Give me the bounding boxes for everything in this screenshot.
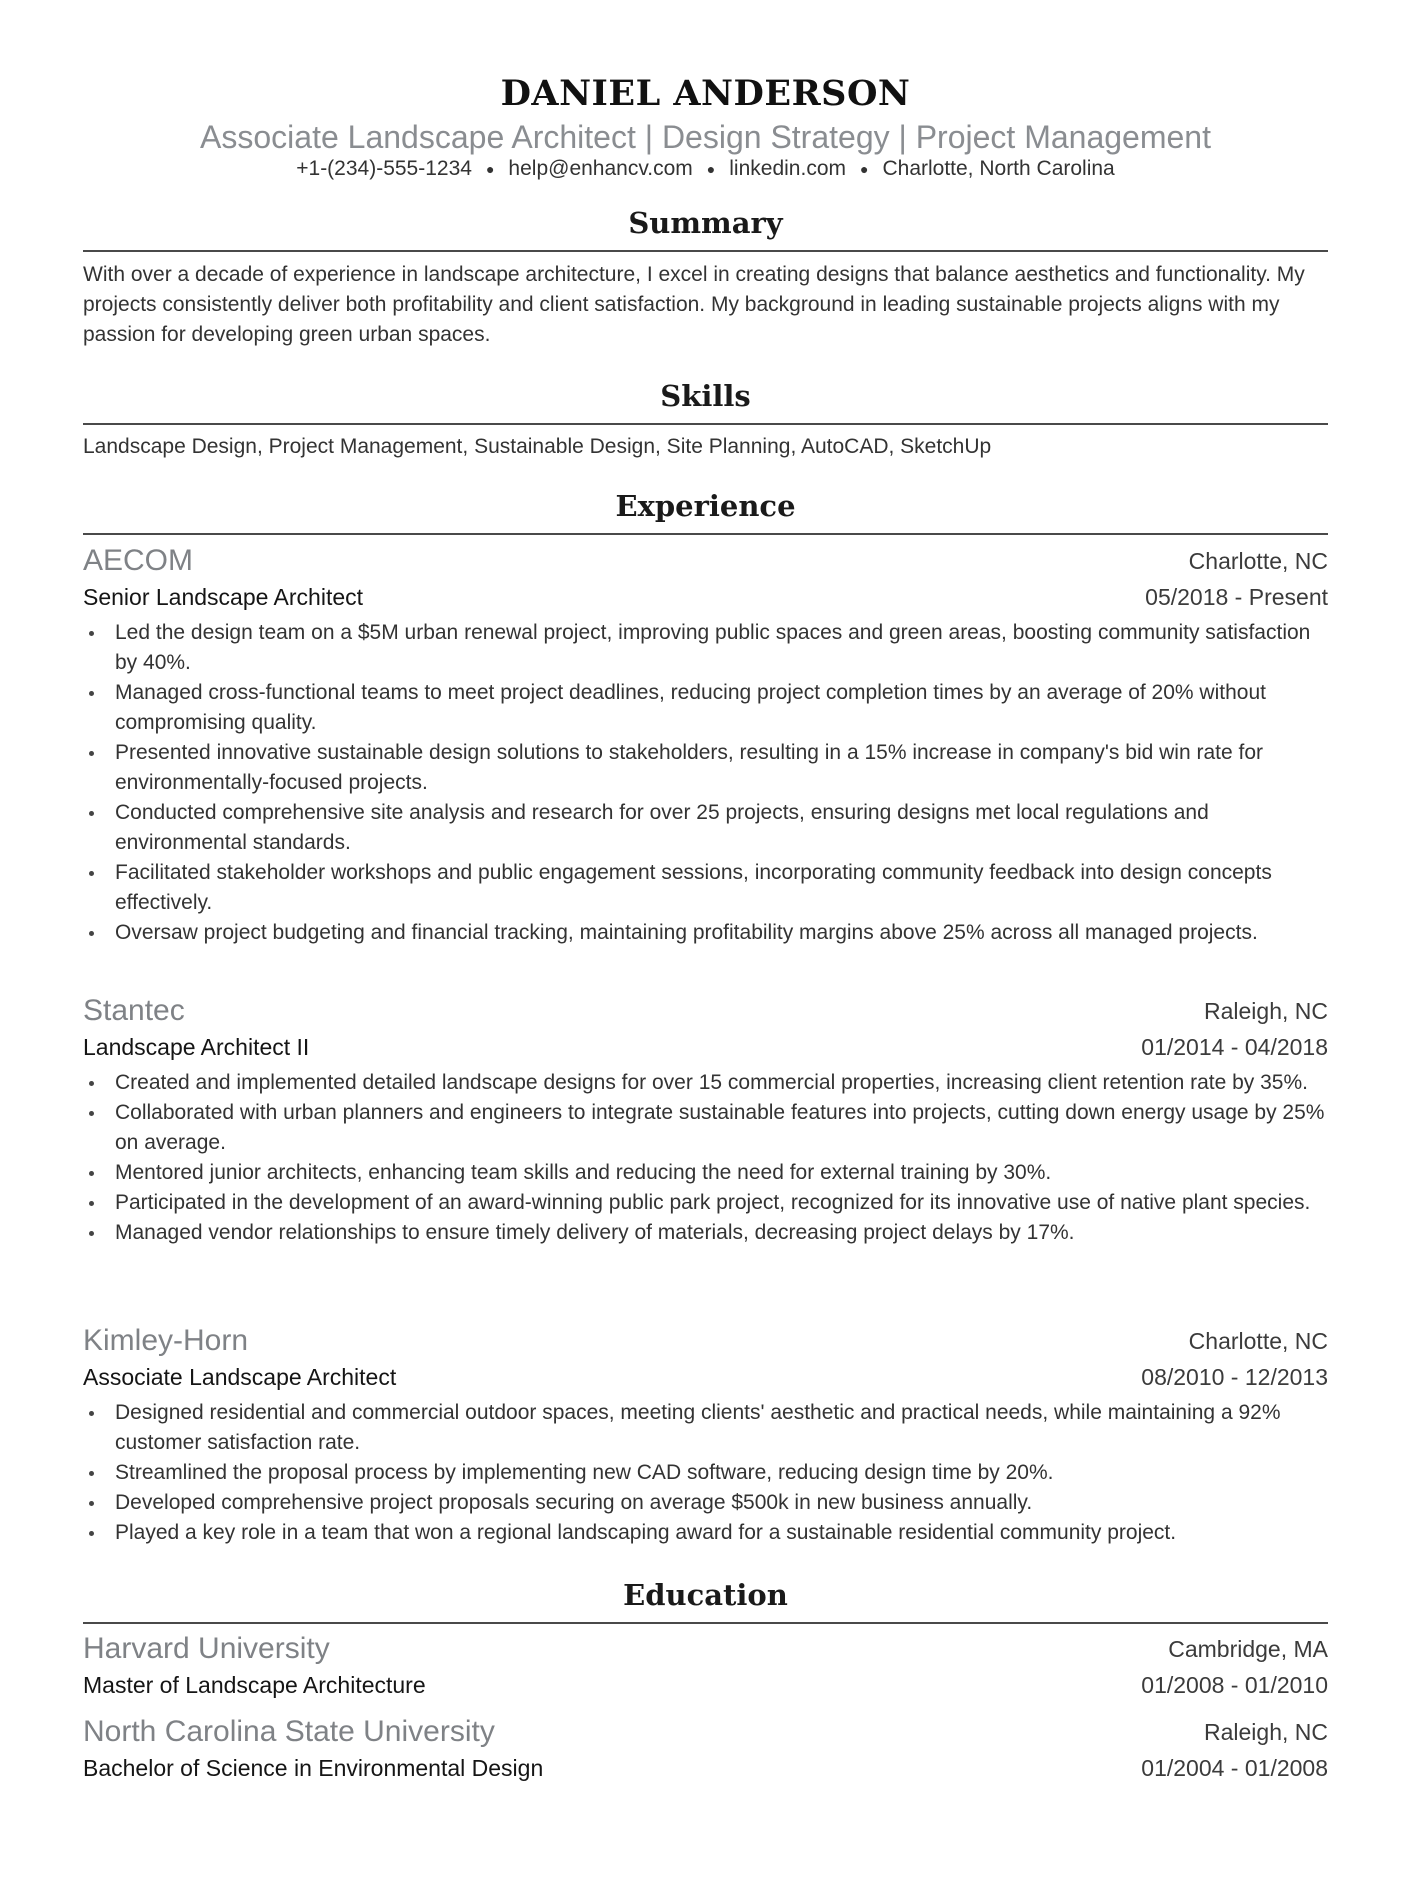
contact-location: Charlotte, North Carolina: [882, 157, 1115, 180]
company-name: AECOM: [83, 544, 194, 577]
list-item: Developed comprehensive project proposals securing on average $500k in new business annually.: [83, 1488, 1328, 1518]
job-dates: 01/2014 - 04/2018: [1141, 1034, 1328, 1060]
degree-row: [83, 1668, 1328, 1704]
skills-text: Landscape Design, Project Management, Sustainable Design, Site Planning, AutoCAD, SketchUp: [83, 435, 992, 458]
degree-dates: 01/2008 - 01/2010: [1141, 1672, 1328, 1698]
job-role-row: [83, 1360, 1328, 1396]
job-header-row: [83, 1323, 1328, 1359]
bullet-icon: [89, 811, 94, 816]
degree-row: [83, 1751, 1328, 1787]
separator-dot-icon: ●: [706, 161, 716, 178]
job-title: Senior Landscape Architect: [83, 584, 364, 610]
degree-name: Bachelor of Science in Environmental Design: [83, 1755, 544, 1781]
list-item: Participated in the development of an award-winning public park project, recognized for its innovative use of native plant species.: [83, 1188, 1328, 1218]
candidate-name: DANIEL ANDERSON: [500, 73, 911, 114]
school-header-row: [83, 1631, 1328, 1667]
candidate-headline: Associate Landscape Architect | Design Strategy | Project Management: [200, 119, 1211, 155]
bullet-icon: [89, 691, 94, 696]
education-heading: Education: [623, 1578, 788, 1612]
bullet-icon: [89, 1231, 94, 1236]
job-location: Charlotte, NC: [1188, 1328, 1328, 1354]
job-title: Associate Landscape Architect: [83, 1364, 397, 1390]
school-header-row: [83, 1714, 1328, 1750]
list-item: Managed vendor relationships to ensure timely delivery of materials, decreasing project delays by 17%.: [83, 1218, 1328, 1248]
summary-text: With over a decade of experience in landscape architecture, I excel in creating designs that balance aesthetics and functionality. My projects consistently deliver both profitability and client satisfaction. My background in leading sustainable projects aligns with my passion for developing green urban spaces.: [83, 263, 1305, 346]
education-divider: [83, 1622, 1328, 1624]
bullet-icon: [89, 1201, 94, 1206]
job-header-row: [83, 993, 1328, 1029]
job-bullet-list: [83, 1068, 1328, 1248]
company-name: Kimley-Horn: [83, 1324, 249, 1357]
list-item: Managed cross-functional teams to meet project deadlines, reducing project completion times by an average of 20% without compromising quality.: [83, 678, 1328, 738]
list-item: Streamlined the proposal process by implementing new CAD software, reducing design time by 20%.: [83, 1458, 1328, 1488]
job-location: Raleigh, NC: [1204, 998, 1328, 1024]
company-name: Stantec: [83, 994, 185, 1027]
email-link[interactable]: help@enhancv.com: [508, 157, 693, 180]
bullet-icon: [89, 931, 94, 936]
list-item: Facilitated stakeholder workshops and public engagement sessions, incorporating community feedback into design concepts effectively.: [83, 858, 1328, 918]
list-item: Created and implemented detailed landscape designs for over 15 commercial properties, increasing client retention rate by 35%.: [83, 1068, 1328, 1098]
bullet-icon: [89, 1411, 94, 1416]
school-location: Raleigh, NC: [1204, 1719, 1328, 1745]
phone-number: +1-(234)-555-1234: [296, 157, 472, 180]
job-role-row: [83, 580, 1328, 616]
job-role-row: [83, 1030, 1328, 1066]
summary-heading: Summary: [628, 206, 783, 240]
separator-dot-icon: ●: [485, 161, 495, 178]
list-item: Collaborated with urban planners and engineers to integrate sustainable features into projects, cutting down energy usage by 25% on average.: [83, 1098, 1328, 1158]
bullet-icon: [89, 751, 94, 756]
bullet-icon: [89, 1171, 94, 1176]
list-item: Presented innovative sustainable design solutions to stakeholders, resulting in a 15% increase in company's bid win rate for environmentally-focused projects.: [83, 738, 1328, 798]
job-dates: 05/2018 - Present: [1145, 584, 1328, 610]
degree-name: Master of Landscape Architecture: [83, 1672, 426, 1698]
linkedin-link[interactable]: linkedin.com: [729, 157, 846, 180]
skills-heading: Skills: [660, 379, 751, 413]
bullet-icon: [89, 871, 94, 876]
bullet-icon: [89, 1081, 94, 1086]
list-item: Designed residential and commercial outdoor spaces, meeting clients' aesthetic and practical needs, while maintaining a 92% customer satisfaction rate.: [83, 1398, 1328, 1458]
school-name: Harvard University: [83, 1632, 330, 1665]
list-item: Led the design team on a $5M urban renewal project, improving public spaces and green areas, boosting community satisfaction by 40%.: [83, 618, 1328, 678]
bullet-icon: [89, 1111, 94, 1116]
job-location: Charlotte, NC: [1188, 548, 1328, 574]
resume-page: [83, 0, 1328, 1879]
list-item: Mentored junior architects, enhancing team skills and reducing the need for external training by 30%.: [83, 1158, 1328, 1188]
school-name: North Carolina State University: [83, 1715, 495, 1748]
list-item: Conducted comprehensive site analysis and research for over 25 projects, ensuring designs met local regulations and environmental standards.: [83, 798, 1328, 858]
experience-heading: Experience: [615, 489, 796, 523]
job-bullet-list: [83, 1398, 1328, 1548]
bullet-icon: [89, 631, 94, 636]
bullet-icon: [89, 1471, 94, 1476]
school-location: Cambridge, MA: [1168, 1636, 1328, 1662]
list-item: Played a key role in a team that won a regional landscaping award for a sustainable residential community project.: [83, 1518, 1328, 1548]
job-header-row: [83, 543, 1328, 579]
skills-divider: [83, 423, 1328, 425]
separator-dot-icon: ●: [860, 161, 869, 178]
job-bullet-list: [83, 618, 1328, 948]
list-item: Oversaw project budgeting and financial tracking, maintaining profitability margins above 25% across all managed projects.: [83, 918, 1328, 948]
job-title: Landscape Architect II: [83, 1034, 310, 1060]
degree-dates: 01/2004 - 01/2008: [1141, 1755, 1328, 1781]
experience-divider: [83, 533, 1328, 535]
bullet-icon: [89, 1531, 94, 1536]
job-dates: 08/2010 - 12/2013: [1141, 1364, 1328, 1390]
summary-divider: [83, 250, 1328, 252]
bullet-icon: [89, 1501, 94, 1506]
contact-line: [83, 155, 1328, 183]
